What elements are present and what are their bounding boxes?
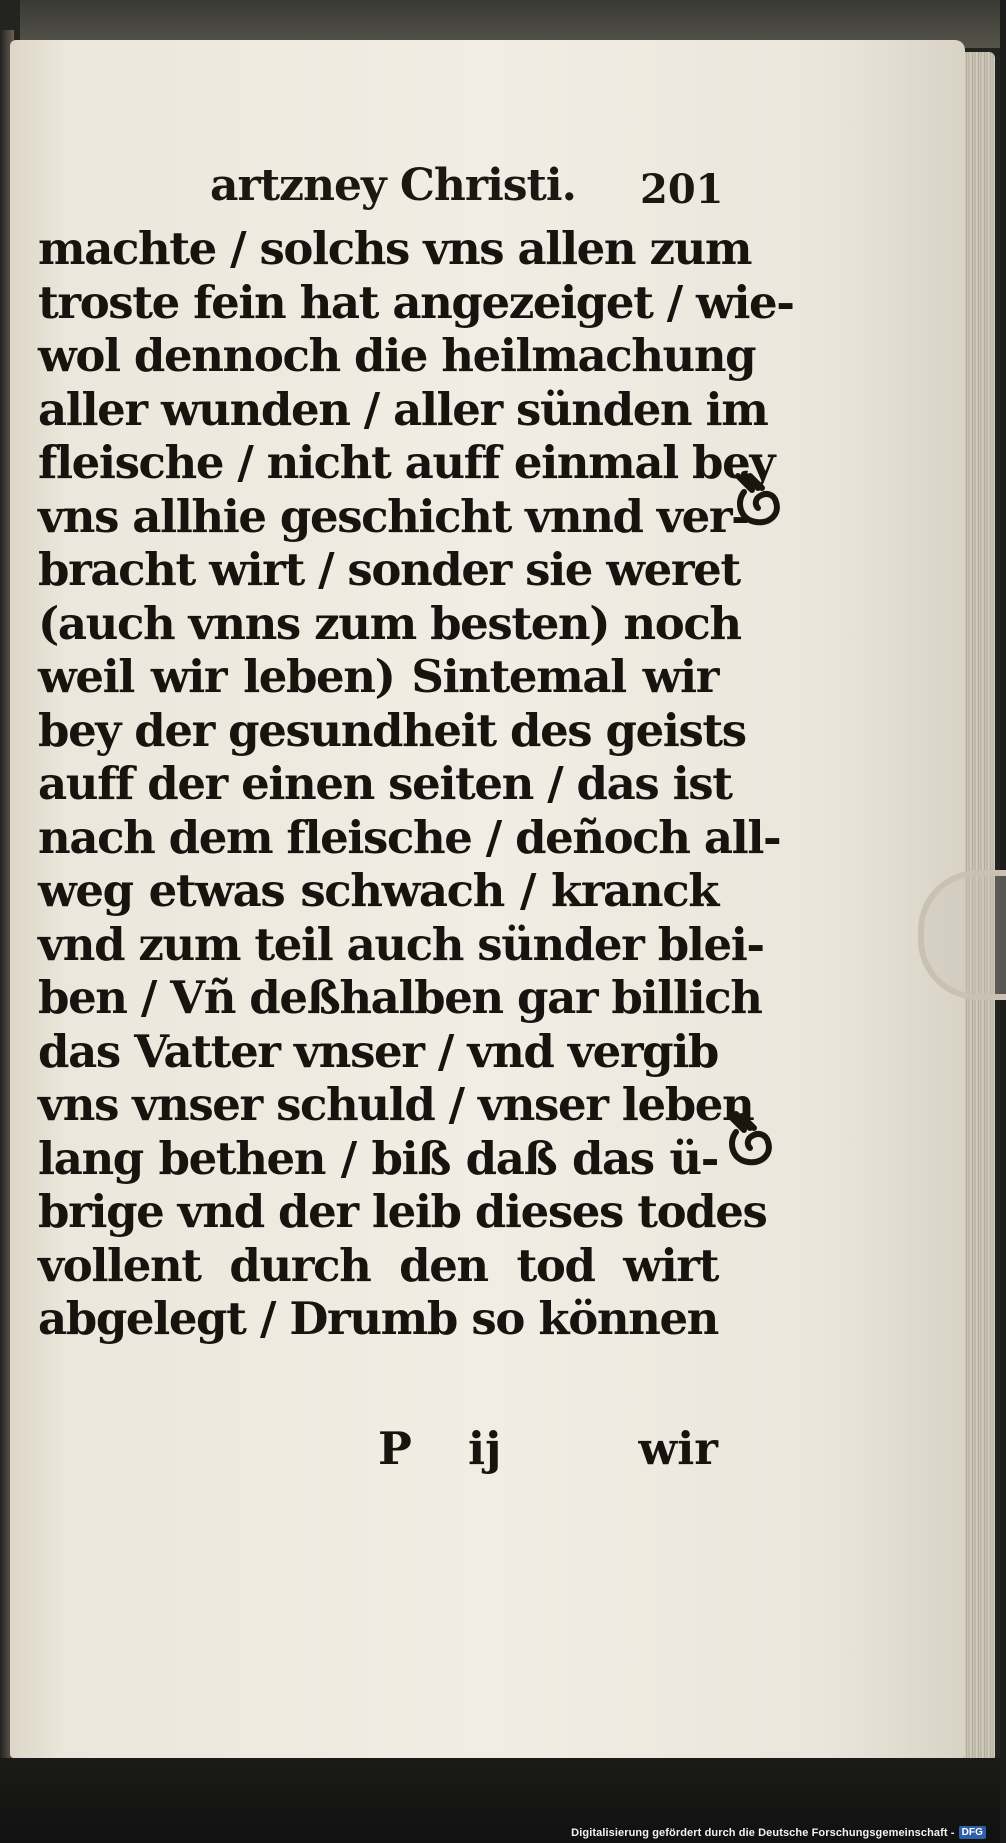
- folio-number: 201: [640, 166, 724, 213]
- manicule-icon: [730, 470, 790, 530]
- body-text: [38, 222, 794, 1346]
- text-line: das Vatter vnser / vnd vergib: [38, 1024, 718, 1078]
- text-line: wol dennoch die heilmachung: [38, 329, 756, 382]
- text-line: ben / Vñ deßhalben gar billich: [38, 971, 762, 1024]
- text-line: auff der einen seiten / das ist: [38, 757, 732, 810]
- text-line: brige vnd der leib dieses todes: [38, 1185, 767, 1238]
- text-line: weil wir leben) Sintemal wir: [38, 650, 718, 703]
- page-header: [40, 160, 724, 220]
- text-line: vollent durch den tod wirt: [38, 1238, 718, 1292]
- text-line: fleische / nicht auff einmal bey: [38, 436, 775, 489]
- text-line: vns vnser schuld / vnser leben: [38, 1078, 754, 1131]
- text-line: vnd zum teil auch sünder blei-: [38, 917, 764, 971]
- text-line: troste fein hat angezeiget / wie-: [38, 275, 794, 329]
- signature-subscript: ij: [468, 1422, 502, 1475]
- digitization-credit: [571, 1826, 986, 1839]
- scan-footer: [0, 1758, 1000, 1843]
- text-line: lang bethen / biß daß das ü-: [38, 1131, 718, 1185]
- text-line: machte / solchs vns allen zum: [38, 222, 752, 275]
- credit-text: Digitalisierung gefördert durch die Deutsche Forschungsgemeinschaft -: [571, 1826, 955, 1839]
- text-line: (auch vnns zum besten) noch: [38, 596, 741, 650]
- text-line: bey der gesundheit des geists: [38, 703, 746, 757]
- text-line: aller wunden / aller sünden im: [38, 382, 768, 436]
- running-title: artzney Christi.: [210, 160, 576, 211]
- catch-line: [38, 1422, 718, 1482]
- signature-mark: P: [378, 1422, 412, 1475]
- text-line: bracht wirt / sonder sie weret: [38, 543, 740, 596]
- catchword: wir: [638, 1422, 718, 1475]
- text-line: weg etwas schwach / kranck: [38, 864, 718, 917]
- manicule-icon: [722, 1110, 782, 1170]
- text-line: abgelegt / Drumb so können: [38, 1292, 718, 1345]
- text-line: nach dem fleische / deñoch all-: [38, 810, 781, 864]
- text-line: vns allhie geschicht vnnd ver-: [38, 489, 749, 543]
- dfg-logo: DFG: [959, 1826, 986, 1839]
